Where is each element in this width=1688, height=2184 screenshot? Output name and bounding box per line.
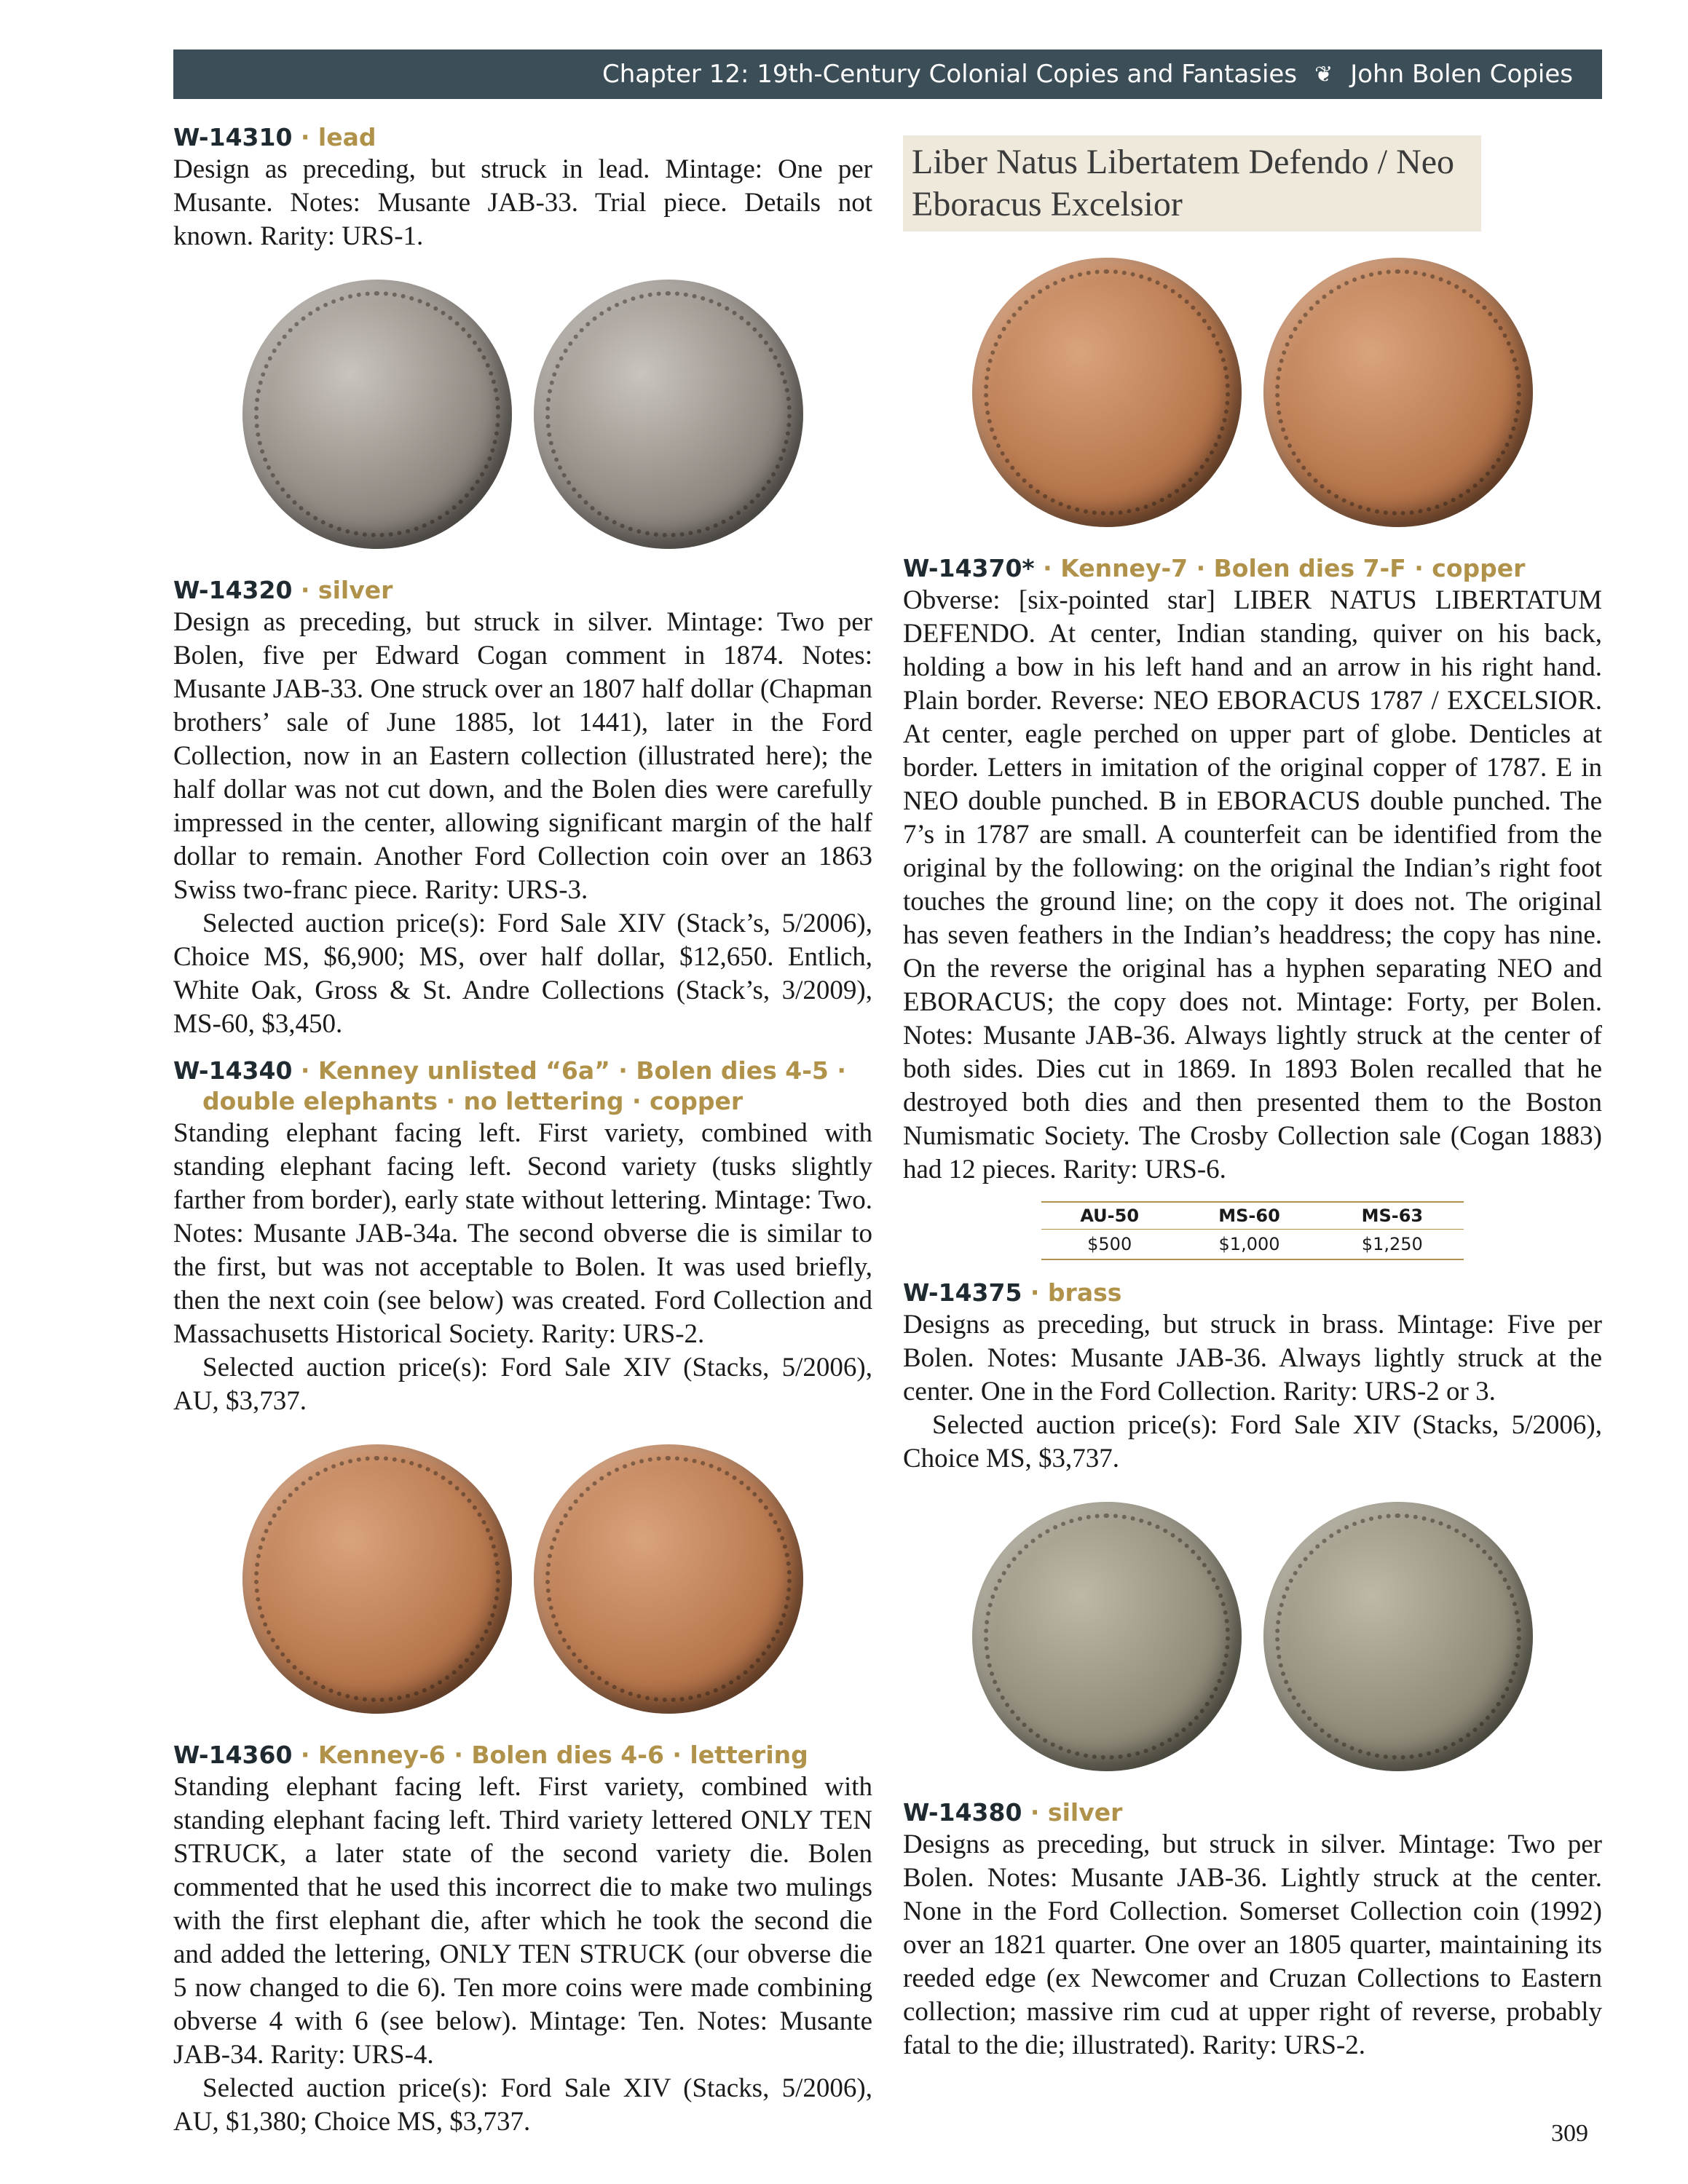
catalog-number: W-14360 — [173, 1741, 293, 1769]
entry-heading — [173, 122, 872, 153]
grade-header: AU-50 — [1041, 1202, 1178, 1230]
entry-attributes: · Kenney unlisted “6a” · Bolen dies 4-5 · double elephants · no lettering · copper — [202, 1056, 846, 1115]
price-table-row — [1041, 1230, 1464, 1260]
page-number: 309 — [1551, 2120, 1588, 2147]
price-table-header — [1041, 1202, 1464, 1230]
entry-description: Design as preceding, but struck in silver. Mintage: Two per Bolen, five per Edward Cogan comment in 1874. Notes: Musante JAB-33. One struck over an 1807 half dollar (Chapman brothers’ sale of June 1885, lot 1441), later in the Ford Collection, now in an Eastern collection (illustrated here); the half dollar was not cut down, and the Bolen dies were carefully impressed in the center, allowing significant margin of the half dollar to remain. Another Ford Collection coin over an 1863 Swiss two-franc piece. Rarity: URS-3. — [173, 607, 872, 905]
coin-reverse-eagle-silver — [1263, 1502, 1533, 1771]
right-column — [903, 122, 1602, 2077]
coin-reverse-god-preserve-carolina — [534, 280, 803, 549]
entry-heading — [903, 1797, 1602, 1828]
grade-header: MS-60 — [1178, 1202, 1320, 1230]
price-cell: $1,000 — [1178, 1230, 1320, 1260]
price-cell: $500 — [1041, 1230, 1178, 1260]
entry-heading — [173, 1740, 872, 1770]
entry-description: Design as preceding, but struck in lead. Mintage: One per Musante. Notes: Musante JAB-33. Trial piece. Details not known. Rarity: URS-1. — [173, 154, 872, 251]
entry-description: Designs as preceding, but struck in silver. Mintage: Two per Bolen. Notes: Musante JAB-36. Lightly struck at the center. None in the Ford Collection. Somerset Collection coin (1992) over an 1821 quarter. One over an 1805 quarter, maintaining its reeded edge (ex Newcomer and Cruzan Collections to Eastern collection; massive rim cud at upper right of reverse, probably fatal to the die; illustrated). Rarity: URS-2. — [903, 1829, 1602, 2060]
entry-attributes: · Kenney-6 · Bolen dies 4-6 · lettering — [292, 1741, 808, 1769]
coin-images — [173, 280, 872, 549]
entry-heading — [173, 575, 872, 606]
coin-obverse-elephant-1807 — [242, 280, 512, 549]
entry-heading — [173, 1056, 872, 1117]
entry-w14340 — [173, 1056, 872, 1418]
auction-prices: Selected auction price(s): Ford Sale XIV (Stack’s, 5/2006), Choice MS, $6,900; MS, over half dollar, $12,650. Entlich, White Oak, Gross & St. Andre Collections (Stack’s, 3/2009), MS-60, $3,450. — [173, 909, 872, 1039]
grade-header: MS-63 — [1321, 1202, 1464, 1230]
leaf-ornament-icon: ❦ — [1314, 61, 1333, 87]
coin-images — [903, 1502, 1602, 1771]
entry-description: Standing elephant facing left. First variety, combined with standing elephant facing left. Second variety (tusks slightly farther from border), early state without lettering. Mintage: Two. Notes: Musante JAB-34a. The second obverse die is similar to the first, but was not acceptable to Bolen. It was used briefly, then the next coin (see below) was created. Ford Collection and Massachusetts Historical Society. Rarity: URS-2. — [173, 1118, 872, 1349]
entry-description: Obverse: [six-pointed star] LIBER NATUS LIBERTATUM DEFENDO. At center, Indian standing, quiver on his back, holding a bow in his left hand and an arrow in his right hand. Plain border. Reverse: NEO EBORACUS 1787 / EXCELSIOR. At center, eagle perched on upper part of globe. Denticles at border. Letters in imitation of the original copper of 1787. E in NEO double punched. B in EBORACUS double punched. The 7’s in 1787 are small. A counterfeit can be identified from the original by the following: on the original the Indian’s right foot touches the ground line; on the copy it does not. The original has seven feathers in the Indian’s headdress; the copy has nine. On the reverse the original has a hyphen separating NEO and EBORACUS; the copy does not. Mintage: Forty, per Bolen. Notes: Musante JAB-36. Always lightly struck at the center of both sides. Dies cut in 1869. In 1893 Bolen recalled that he destroyed both dies and then presented them to the Boston Numismatic Society. The Crosby Collection sale (Cogan 1883) had 12 pieces. Rarity: URS-6. — [903, 585, 1602, 1184]
price-table — [1041, 1201, 1464, 1260]
section-heading: Liber Natus Libertatem Defendo / Neo Eboracus Excelsior — [903, 135, 1481, 232]
catalog-number: W-14380 — [903, 1798, 1022, 1827]
entry-attributes: · lead — [292, 123, 376, 151]
entry-w14320 — [173, 575, 872, 1041]
catalog-number: W-14310 — [173, 123, 293, 151]
entry-description: Standing elephant facing left. First variety, combined with standing elephant facing left. Third variety lettered ONLY TEN STRUCK, a later state of the second variety die. Bolen commented that he used this incorrect die to make two mulings with the first elephant die, after which he took the second die and added the lettering, ONLY TEN STRUCK (our obverse die 5 now changed to die 6). Ten more coins were made combining obverse 4 with 6 (see below). Mintage: Ten. Notes: Musante JAB-34. Rarity: URS-4. — [173, 1772, 872, 2070]
catalog-number: W-14370* — [903, 554, 1035, 582]
entry-attributes: · brass — [1022, 1278, 1122, 1307]
left-column — [173, 122, 872, 2153]
coin-elephant-only-ten-struck — [534, 1444, 803, 1714]
entry-w14310 — [173, 122, 872, 253]
entry-attributes: · silver — [1022, 1798, 1123, 1827]
entry-w14370 — [903, 553, 1602, 1187]
price-cell: $1,250 — [1321, 1230, 1464, 1260]
coin-obverse-indian-silver — [972, 1502, 1242, 1771]
entry-heading — [903, 553, 1602, 584]
entry-w14360 — [173, 1740, 872, 2139]
entry-attributes: · Kenney-7 · Bolen dies 7-F · copper — [1034, 554, 1526, 582]
entry-w14375 — [903, 1278, 1602, 1476]
coin-images — [173, 1444, 872, 1714]
chapter-title: Chapter 12: 19th-Century Colonial Copies and Fantasies — [602, 60, 1298, 89]
auction-prices: Selected auction price(s): Ford Sale XIV (Stacks, 5/2006), AU, $3,737. — [173, 1353, 872, 1416]
entry-w14380 — [903, 1797, 1602, 2062]
catalog-number: W-14375 — [903, 1278, 1022, 1307]
catalog-number: W-14340 — [173, 1056, 293, 1085]
entry-heading — [903, 1278, 1602, 1308]
auction-prices: Selected auction price(s): Ford Sale XIV (Stacks, 5/2006), Choice MS, $3,737. — [903, 1410, 1602, 1473]
running-header — [173, 50, 1602, 99]
section-title-header: John Bolen Copies — [1350, 60, 1573, 89]
catalog-number: W-14320 — [173, 576, 293, 604]
coin-obverse-indian-standing — [972, 258, 1242, 527]
coin-images — [903, 258, 1602, 527]
coin-elephant-left — [242, 1444, 512, 1714]
auction-prices: Selected auction price(s): Ford Sale XIV (Stacks, 5/2006), AU, $1,380; Choice MS, $3,737. — [173, 2073, 872, 2137]
coin-reverse-neo-eboracus-eagle — [1263, 258, 1533, 527]
entry-description: Designs as preceding, but struck in brass. Mintage: Five per Bolen. Notes: Musante JAB-36. Always lightly struck at the center. One in the Ford Collection. Rarity: URS-2 or 3. — [903, 1310, 1602, 1406]
entry-attributes: · silver — [292, 576, 393, 604]
